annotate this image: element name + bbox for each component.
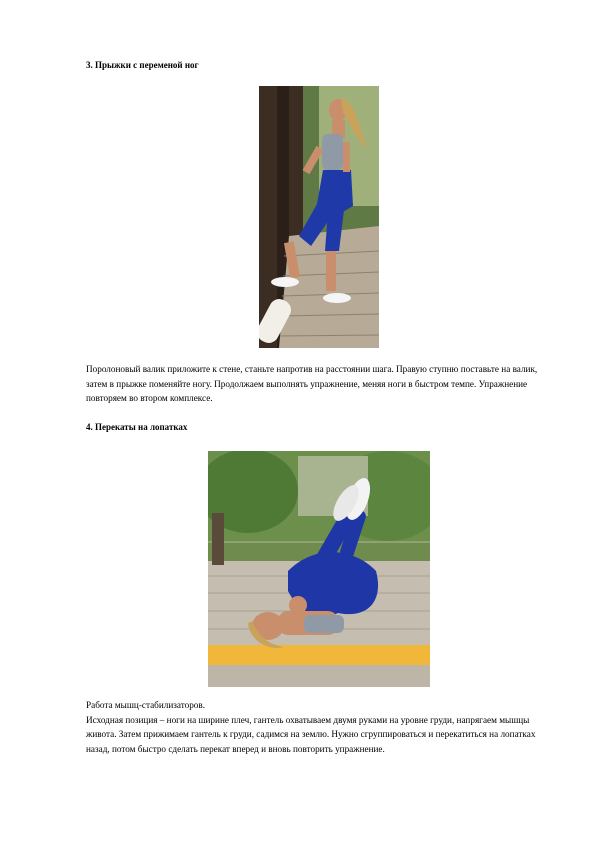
section-4-heading: 4. Перекаты на лопатках	[86, 422, 188, 432]
section-3-text	[86, 362, 551, 406]
shoulder-roll-exercise-photo	[208, 451, 430, 687]
jump-exercise-photo	[259, 86, 379, 348]
section-4-text	[86, 698, 551, 756]
section-4-line-1: Работа мышц-стабилизаторов.	[86, 700, 206, 710]
section-4-line-2: Исходная позиция – ноги на ширине плеч, гантель охватываем двумя руками на уровне груди, напрягаем мышцы живота. Затем прижимаем гантель к груди, садимся на землю. Нужно сгруппироваться и перекатиться на лопатках назад, потом быстро сделать перекат вперед и вновь повторить упражнение.	[86, 714, 536, 754]
section-3-paragraph: Поролоновый валик приложите к стене, станьте напротив на расстоянии шага. Правую ступню поставьте на валик, затем в прыжке поменяйте ногу. Продолжаем выполнять упражнение, меняя ноги в быстром темпе. Упражнение повторяем во втором комплексе.	[86, 364, 538, 403]
section-3-heading: 3. Прыжки с переменой ног	[86, 60, 199, 70]
